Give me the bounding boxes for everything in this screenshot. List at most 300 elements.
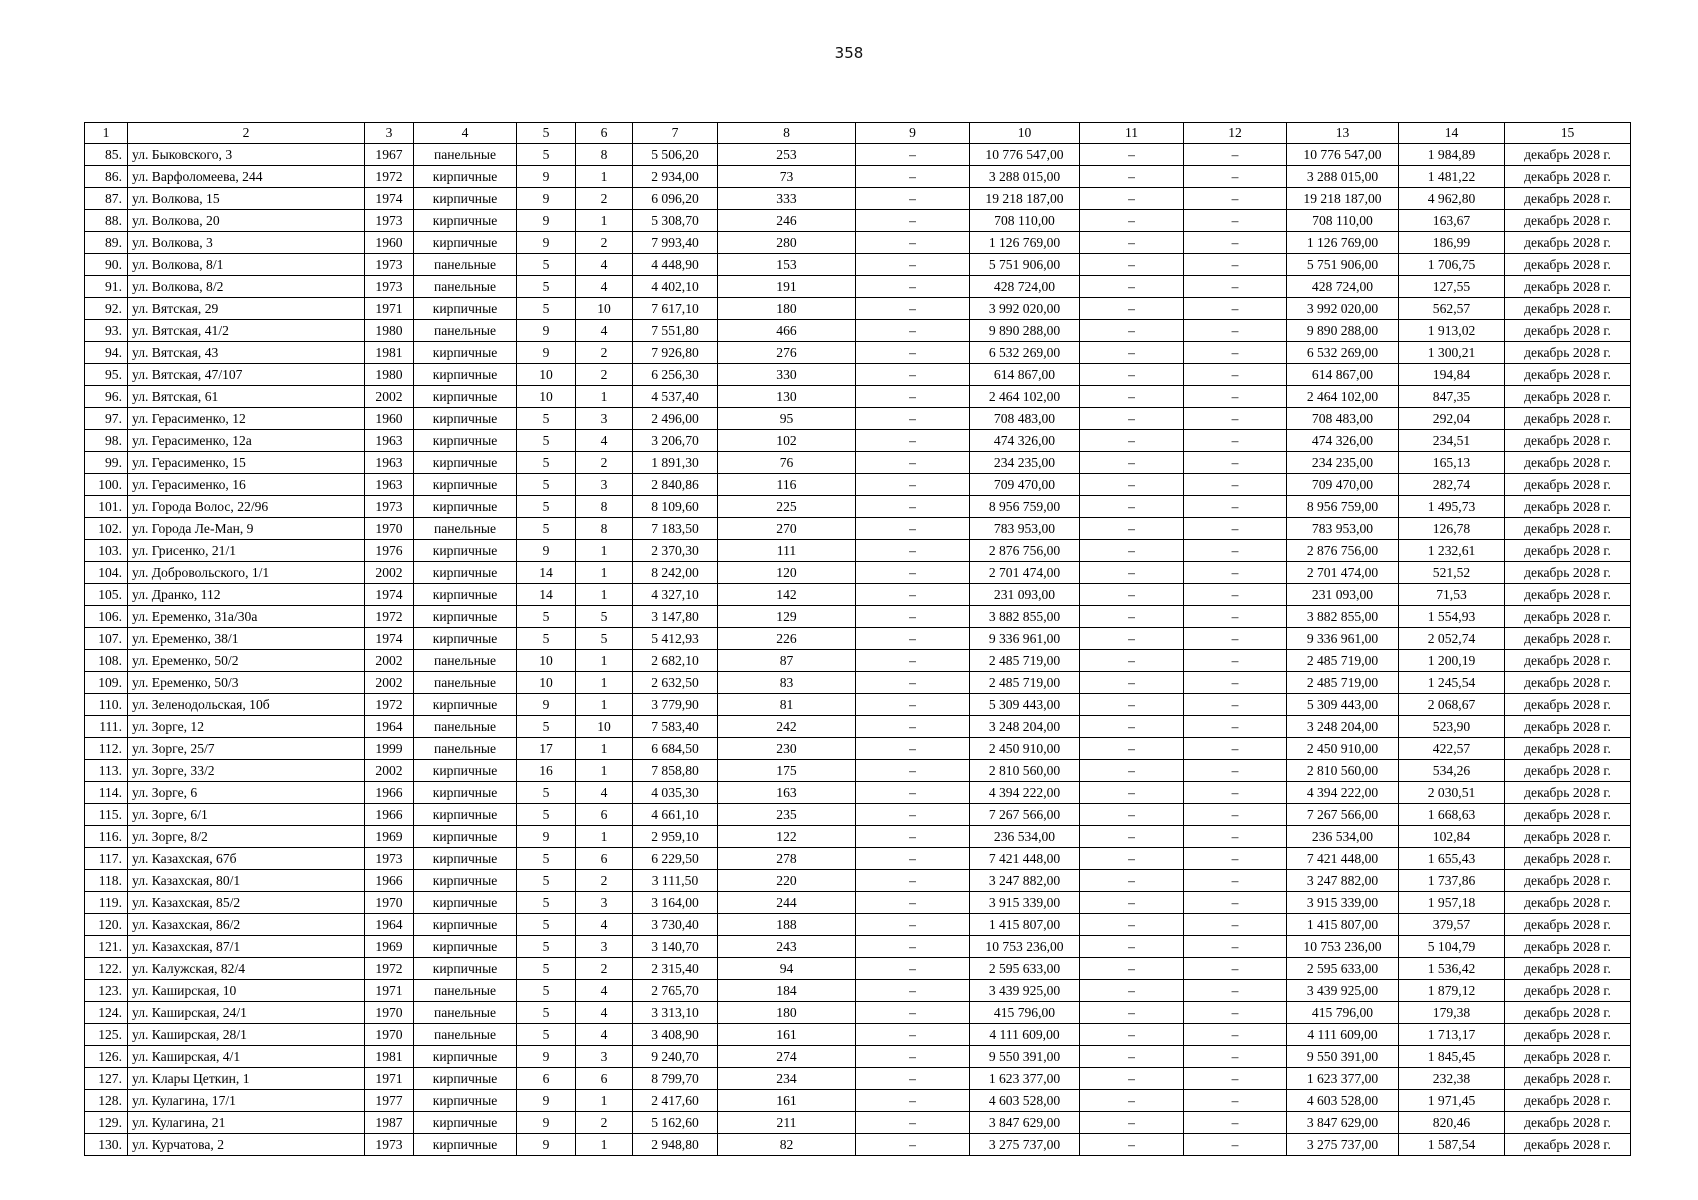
table-cell: 3 408,90	[633, 1024, 718, 1046]
table-cell: 186,99	[1399, 232, 1505, 254]
table-cell: 1973	[365, 848, 414, 870]
table-cell: –	[856, 782, 970, 804]
table-cell: 3 275 737,00	[970, 1134, 1080, 1156]
table-cell: 7 993,40	[633, 232, 718, 254]
table-cell: 2 068,67	[1399, 694, 1505, 716]
table-cell: 93.	[85, 320, 128, 342]
table-cell: 278	[718, 848, 856, 870]
table-cell: 3 847 629,00	[970, 1112, 1080, 1134]
table-cell: 231 093,00	[1287, 584, 1399, 606]
table-cell: 5	[517, 892, 576, 914]
table-cell: 1	[576, 562, 633, 584]
table-cell: –	[1080, 628, 1184, 650]
table-cell: 10	[517, 650, 576, 672]
table-cell: ул. Еременко, 50/2	[128, 650, 365, 672]
table-cell: 415 796,00	[1287, 1002, 1399, 1024]
table-cell: декабрь 2028 г.	[1505, 276, 1631, 298]
table-cell: –	[1184, 760, 1287, 782]
table-cell: 4	[576, 430, 633, 452]
table-row	[85, 298, 1631, 320]
table-cell: –	[1080, 342, 1184, 364]
table-cell: 379,57	[1399, 914, 1505, 936]
table-cell: 1 713,17	[1399, 1024, 1505, 1046]
table-cell: ул. Вятская, 43	[128, 342, 365, 364]
table-cell: –	[856, 474, 970, 496]
table-cell: кирпичные	[414, 408, 517, 430]
table-cell: –	[1184, 430, 1287, 452]
table-cell: декабрь 2028 г.	[1505, 496, 1631, 518]
table-cell: 2	[576, 232, 633, 254]
table-row	[85, 804, 1631, 826]
table-row	[85, 1046, 1631, 1068]
table-cell: 1 623 377,00	[1287, 1068, 1399, 1090]
table-cell: 5	[517, 496, 576, 518]
table-cell: –	[1184, 738, 1287, 760]
table-cell: 562,57	[1399, 298, 1505, 320]
table-cell: 1969	[365, 936, 414, 958]
table-cell: 4	[576, 1002, 633, 1024]
table-cell: декабрь 2028 г.	[1505, 826, 1631, 848]
table-cell: –	[1080, 958, 1184, 980]
table-cell: 3 147,80	[633, 606, 718, 628]
table-row	[85, 628, 1631, 650]
table-cell: 142	[718, 584, 856, 606]
table-cell: –	[856, 892, 970, 914]
table-cell: –	[856, 760, 970, 782]
table-cell: 1 126 769,00	[1287, 232, 1399, 254]
table-cell: 111	[718, 540, 856, 562]
table-row	[85, 342, 1631, 364]
table-cell: 1977	[365, 1090, 414, 1112]
table-cell: 1972	[365, 958, 414, 980]
table-cell: 2 417,60	[633, 1090, 718, 1112]
table-cell: кирпичные	[414, 1090, 517, 1112]
table-cell: 2002	[365, 760, 414, 782]
table-cell: 9	[517, 342, 576, 364]
table-cell: –	[1184, 628, 1287, 650]
table-cell: –	[856, 1112, 970, 1134]
table-cell: 89.	[85, 232, 128, 254]
table-cell: 5	[517, 430, 576, 452]
table-cell: ул. Кулагина, 17/1	[128, 1090, 365, 1112]
table-cell: 4 111 609,00	[1287, 1024, 1399, 1046]
table-cell: 71,53	[1399, 584, 1505, 606]
table-cell: 1963	[365, 430, 414, 452]
table-cell: 1966	[365, 782, 414, 804]
table-cell: 9	[517, 166, 576, 188]
table-cell: панельные	[414, 1002, 517, 1024]
table-cell: ул. Добровольского, 1/1	[128, 562, 365, 584]
table-cell: 4	[576, 782, 633, 804]
table-cell: 1970	[365, 518, 414, 540]
table-cell: декабрь 2028 г.	[1505, 1002, 1631, 1024]
table-cell: кирпичные	[414, 452, 517, 474]
table-cell: декабрь 2028 г.	[1505, 144, 1631, 166]
table-cell: 123.	[85, 980, 128, 1002]
table-cell: –	[1184, 210, 1287, 232]
table-cell: декабрь 2028 г.	[1505, 210, 1631, 232]
table-cell: –	[1080, 1024, 1184, 1046]
table-cell: 5	[576, 628, 633, 650]
table-cell: 1 623 377,00	[970, 1068, 1080, 1090]
table-cell: декабрь 2028 г.	[1505, 188, 1631, 210]
table-cell: кирпичные	[414, 540, 517, 562]
table-cell: –	[1184, 914, 1287, 936]
table-cell: –	[1184, 1090, 1287, 1112]
table-cell: ул. Герасименко, 12	[128, 408, 365, 430]
table-cell: 708 110,00	[970, 210, 1080, 232]
table-cell: ул. Зорге, 6/1	[128, 804, 365, 826]
table-cell: 708 110,00	[1287, 210, 1399, 232]
table-cell: 2002	[365, 562, 414, 584]
table-row	[85, 144, 1631, 166]
table-cell: декабрь 2028 г.	[1505, 1046, 1631, 1068]
table-cell: 274	[718, 1046, 856, 1068]
table-cell: 2 948,80	[633, 1134, 718, 1156]
table-cell: –	[1184, 540, 1287, 562]
table-cell: 1	[576, 386, 633, 408]
table-row	[85, 1090, 1631, 1112]
table-cell: декабрь 2028 г.	[1505, 958, 1631, 980]
table-cell: –	[856, 804, 970, 826]
table-cell: –	[1080, 144, 1184, 166]
table-cell: 115.	[85, 804, 128, 826]
table-cell: 3 847 629,00	[1287, 1112, 1399, 1134]
table-cell: –	[856, 210, 970, 232]
table-cell: 5 104,79	[1399, 936, 1505, 958]
table-cell: 101.	[85, 496, 128, 518]
table-cell: 236 534,00	[970, 826, 1080, 848]
table-cell: –	[856, 540, 970, 562]
table-cell: декабрь 2028 г.	[1505, 760, 1631, 782]
column-number-header: 13	[1287, 123, 1399, 144]
table-cell: кирпичные	[414, 760, 517, 782]
table-cell: ул. Герасименко, 15	[128, 452, 365, 474]
table-cell: декабрь 2028 г.	[1505, 166, 1631, 188]
table-cell: декабрь 2028 г.	[1505, 914, 1631, 936]
table-cell: –	[856, 958, 970, 980]
table-cell: 280	[718, 232, 856, 254]
table-row	[85, 1068, 1631, 1090]
table-cell: ул. Калужская, 82/4	[128, 958, 365, 980]
table-cell: –	[856, 738, 970, 760]
table-cell: 2 632,50	[633, 672, 718, 694]
table-cell: –	[1184, 408, 1287, 430]
table-cell: ул. Казахская, 85/2	[128, 892, 365, 914]
table-cell: 16	[517, 760, 576, 782]
table-cell: панельные	[414, 738, 517, 760]
table-cell: 124.	[85, 1002, 128, 1024]
table-cell: 1	[576, 672, 633, 694]
table-cell: –	[856, 914, 970, 936]
table-cell: 161	[718, 1090, 856, 1112]
table-cell: 5	[517, 980, 576, 1002]
table-cell: 232,38	[1399, 1068, 1505, 1090]
table-cell: –	[856, 298, 970, 320]
table-cell: –	[856, 320, 970, 342]
table-cell: 109.	[85, 672, 128, 694]
table-cell: ул. Каширская, 4/1	[128, 1046, 365, 1068]
table-cell: –	[1080, 518, 1184, 540]
table-cell: 614 867,00	[1287, 364, 1399, 386]
table-cell: ул. Еременко, 50/3	[128, 672, 365, 694]
table-cell: кирпичные	[414, 628, 517, 650]
table-cell: 9	[517, 232, 576, 254]
table-cell: –	[856, 584, 970, 606]
table-cell: –	[856, 1024, 970, 1046]
table-cell: –	[1184, 452, 1287, 474]
table-cell: 153	[718, 254, 856, 276]
table-cell: 2 959,10	[633, 826, 718, 848]
table-cell: 8	[576, 496, 633, 518]
table-cell: 2 485 719,00	[1287, 672, 1399, 694]
table-cell: 1981	[365, 342, 414, 364]
table-cell: 2 464 102,00	[1287, 386, 1399, 408]
table-cell: 122	[718, 826, 856, 848]
table-cell: 90.	[85, 254, 128, 276]
table-cell: 112.	[85, 738, 128, 760]
table-cell: –	[1080, 804, 1184, 826]
table-cell: 5	[517, 298, 576, 320]
table-cell: 415 796,00	[970, 1002, 1080, 1024]
table-cell: 1 984,89	[1399, 144, 1505, 166]
table-cell: 1	[576, 540, 633, 562]
table-cell: 2002	[365, 672, 414, 694]
table-cell: 6	[517, 1068, 576, 1090]
table-cell: 2 595 633,00	[970, 958, 1080, 980]
table-cell: 1 706,75	[1399, 254, 1505, 276]
table-cell: 3 992 020,00	[1287, 298, 1399, 320]
table-cell: 2 370,30	[633, 540, 718, 562]
table-cell: ул. Еременко, 38/1	[128, 628, 365, 650]
table-cell: 1980	[365, 320, 414, 342]
table-cell: 4 537,40	[633, 386, 718, 408]
table-cell: 1973	[365, 276, 414, 298]
table-cell: 19 218 187,00	[1287, 188, 1399, 210]
table-cell: 1999	[365, 738, 414, 760]
table-cell: 330	[718, 364, 856, 386]
table-cell: панельные	[414, 144, 517, 166]
table-cell: кирпичные	[414, 166, 517, 188]
table-cell: 1971	[365, 980, 414, 1002]
table-cell: –	[1184, 364, 1287, 386]
table-cell: 2	[576, 342, 633, 364]
table-cell: 3 882 855,00	[1287, 606, 1399, 628]
table-cell: –	[856, 606, 970, 628]
table-cell: 9	[517, 540, 576, 562]
table-cell: панельные	[414, 716, 517, 738]
table-cell: 5	[517, 254, 576, 276]
table-cell: декабрь 2028 г.	[1505, 562, 1631, 584]
table-cell: декабрь 2028 г.	[1505, 804, 1631, 826]
table-cell: 847,35	[1399, 386, 1505, 408]
table-cell: –	[1184, 584, 1287, 606]
table-cell: 114.	[85, 782, 128, 804]
table-cell: 4 448,90	[633, 254, 718, 276]
table-cell: 10 776 547,00	[970, 144, 1080, 166]
column-number-row	[85, 123, 1631, 144]
table-cell: 1 971,45	[1399, 1090, 1505, 1112]
table-cell: –	[1080, 188, 1184, 210]
table-cell: декабрь 2028 г.	[1505, 606, 1631, 628]
table-body	[85, 144, 1631, 1156]
table-cell: –	[1184, 188, 1287, 210]
table-cell: 9 336 961,00	[970, 628, 1080, 650]
table-cell: ул. Варфоломеева, 244	[128, 166, 365, 188]
table-cell: 1971	[365, 1068, 414, 1090]
table-cell: 7 583,40	[633, 716, 718, 738]
table-cell: 2 810 560,00	[970, 760, 1080, 782]
table-cell: ул. Волкова, 20	[128, 210, 365, 232]
table-cell: кирпичные	[414, 1134, 517, 1156]
table-row	[85, 914, 1631, 936]
table-row	[85, 958, 1631, 980]
table-cell: –	[1184, 276, 1287, 298]
table-cell: 474 326,00	[970, 430, 1080, 452]
column-number-header: 1	[85, 123, 128, 144]
table-cell: 9	[517, 1046, 576, 1068]
column-number-header: 10	[970, 123, 1080, 144]
table-cell: декабрь 2028 г.	[1505, 694, 1631, 716]
table-cell: ул. Вятская, 41/2	[128, 320, 365, 342]
table-cell: 2 052,74	[1399, 628, 1505, 650]
table-cell: 1 232,61	[1399, 540, 1505, 562]
table-cell: 5	[517, 936, 576, 958]
table-row	[85, 254, 1631, 276]
table-cell: 95	[718, 408, 856, 430]
table-cell: 708 483,00	[970, 408, 1080, 430]
table-cell: 102,84	[1399, 826, 1505, 848]
table-cell: 99.	[85, 452, 128, 474]
table-cell: 3 111,50	[633, 870, 718, 892]
table-cell: 5	[517, 716, 576, 738]
table-cell: ул. Герасименко, 12а	[128, 430, 365, 452]
table-cell: 242	[718, 716, 856, 738]
table-cell: –	[856, 980, 970, 1002]
table-cell: –	[1184, 562, 1287, 584]
table-cell: ул. Казахская, 67б	[128, 848, 365, 870]
table-cell: –	[856, 936, 970, 958]
table-cell: 1973	[365, 254, 414, 276]
table-cell: 7 267 566,00	[1287, 804, 1399, 826]
table-cell: 1973	[365, 1134, 414, 1156]
table-cell: 234	[718, 1068, 856, 1090]
table-cell: 243	[718, 936, 856, 958]
table-cell: 6	[576, 848, 633, 870]
table-cell: ул. Вятская, 61	[128, 386, 365, 408]
table-cell: –	[1080, 606, 1184, 628]
table-cell: ул. Клары Цеткин, 1	[128, 1068, 365, 1090]
table-cell: 5 506,20	[633, 144, 718, 166]
table-cell: 9 890 288,00	[1287, 320, 1399, 342]
table-cell: –	[856, 848, 970, 870]
table-cell: 7 421 448,00	[1287, 848, 1399, 870]
table-cell: кирпичные	[414, 1046, 517, 1068]
table-cell: 2 701 474,00	[1287, 562, 1399, 584]
table-cell: 5	[517, 1002, 576, 1024]
table-cell: 5 412,93	[633, 628, 718, 650]
table-cell: панельные	[414, 1024, 517, 1046]
table-cell: 2 682,10	[633, 650, 718, 672]
table-cell: 5 308,70	[633, 210, 718, 232]
table-cell: 9	[517, 826, 576, 848]
table-cell: –	[856, 452, 970, 474]
table-cell: 1 913,02	[1399, 320, 1505, 342]
table-cell: –	[1080, 672, 1184, 694]
table-cell: 1966	[365, 870, 414, 892]
table-cell: 1 300,21	[1399, 342, 1505, 364]
table-cell: 234,51	[1399, 430, 1505, 452]
table-cell: 3 164,00	[633, 892, 718, 914]
table-cell: 234 235,00	[1287, 452, 1399, 474]
table-cell: декабрь 2028 г.	[1505, 408, 1631, 430]
table-cell: кирпичные	[414, 430, 517, 452]
table-cell: ул. Кулагина, 21	[128, 1112, 365, 1134]
table-cell: кирпичные	[414, 892, 517, 914]
table-cell: ул. Грисенко, 21/1	[128, 540, 365, 562]
table-cell: 270	[718, 518, 856, 540]
table-cell: декабрь 2028 г.	[1505, 628, 1631, 650]
table-cell: –	[1080, 298, 1184, 320]
table-cell: 3	[576, 892, 633, 914]
table-cell: 118.	[85, 870, 128, 892]
table-cell: 3	[576, 936, 633, 958]
table-cell: –	[1184, 1046, 1287, 1068]
table-row	[85, 694, 1631, 716]
table-cell: ул. Каширская, 28/1	[128, 1024, 365, 1046]
table-cell: 2 765,70	[633, 980, 718, 1002]
table-cell: 2 496,00	[633, 408, 718, 430]
table-cell: 4	[576, 276, 633, 298]
table-cell: кирпичные	[414, 496, 517, 518]
table-cell: 4 402,10	[633, 276, 718, 298]
table-cell: 1960	[365, 408, 414, 430]
table-cell: –	[1184, 804, 1287, 826]
table-cell: 9 240,70	[633, 1046, 718, 1068]
table-cell: 3 439 925,00	[970, 980, 1080, 1002]
table-cell: –	[856, 276, 970, 298]
table-cell: 10	[517, 364, 576, 386]
table-cell: 5	[517, 804, 576, 826]
table-cell: 4 603 528,00	[1287, 1090, 1399, 1112]
table-cell: –	[1080, 980, 1184, 1002]
table-cell: 175	[718, 760, 856, 782]
table-cell: 1	[576, 694, 633, 716]
table-cell: 105.	[85, 584, 128, 606]
table-row	[85, 452, 1631, 474]
table-cell: 2 810 560,00	[1287, 760, 1399, 782]
table-cell: 6 684,50	[633, 738, 718, 760]
table-cell: –	[1184, 1002, 1287, 1024]
table-cell: 2 030,51	[1399, 782, 1505, 804]
table-cell: 9	[517, 694, 576, 716]
table-cell: 6 229,50	[633, 848, 718, 870]
table-cell: кирпичные	[414, 342, 517, 364]
table-cell: 9 550 391,00	[1287, 1046, 1399, 1068]
table-cell: 2 485 719,00	[970, 672, 1080, 694]
table-cell: 97.	[85, 408, 128, 430]
table-cell: кирпичные	[414, 936, 517, 958]
table-cell: 220	[718, 870, 856, 892]
table-cell: –	[856, 430, 970, 452]
table-row	[85, 672, 1631, 694]
table-cell: 184	[718, 980, 856, 1002]
table-cell: 1	[576, 584, 633, 606]
table-cell: 5	[517, 452, 576, 474]
column-number-header: 15	[1505, 123, 1631, 144]
table-cell: 5	[517, 606, 576, 628]
table-cell: 2 840,86	[633, 474, 718, 496]
